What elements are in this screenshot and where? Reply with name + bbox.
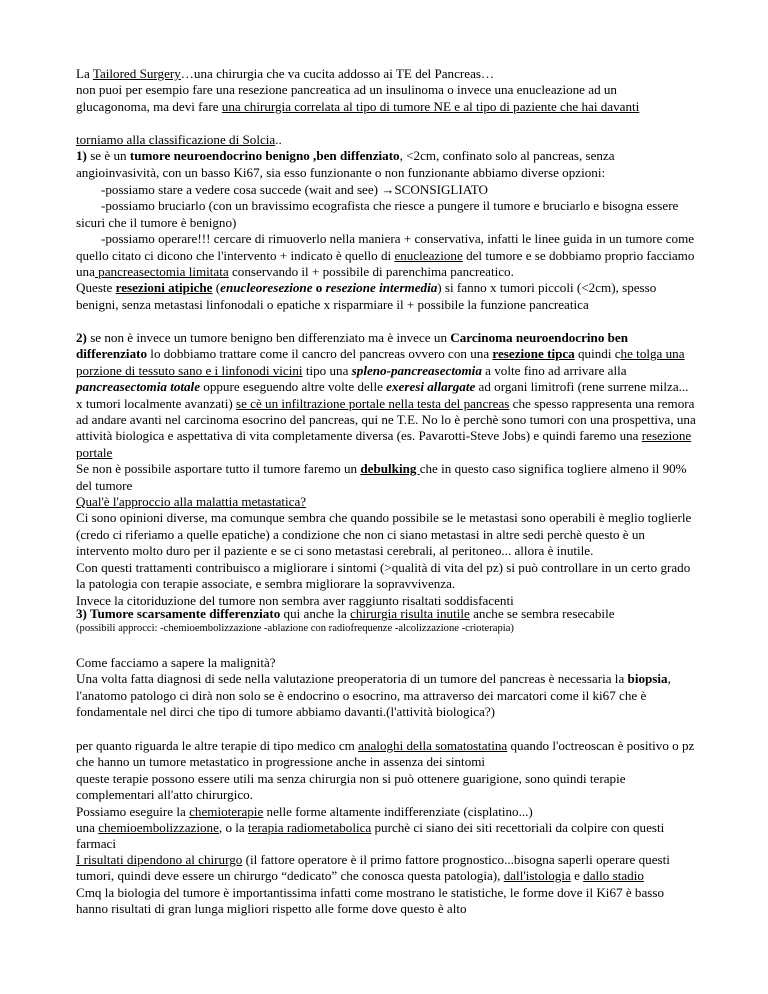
text: e (570, 868, 584, 884)
text: ad organi limitrofi (rene surrene milza... x tumori localmente avanzati) (76, 379, 689, 411)
bold-italic-term: spleno-pancreasectomia (351, 362, 482, 378)
text-block: Cmq la biologia del tumore è importantissima infatti come mostrano le statistiche, le forme dove il Ki67 è basso hanno risultati di gran lunga migliori rispetto alle forme dove questo è alto (76, 884, 664, 917)
text: , o la (218, 820, 248, 836)
small-note: (possibili approcci: -chemioembolizzazione -ablazione con radiofrequenze -alcolizzazione -crioterapia) (76, 623, 514, 635)
text: conservando il + possibile di parenchima pancreatico. (228, 264, 514, 280)
question-line: Come facciamo a sapere la malignità? (76, 655, 276, 670)
section-6 (76, 852, 696, 918)
intro-paragraph (76, 66, 696, 115)
bold-italic-term: pancreasectomia totale (76, 379, 201, 395)
text: se è un (86, 148, 130, 164)
text: per quanto riguarda le altre terapie di tipo medico cm (76, 738, 359, 753)
item-number: 1) (76, 148, 87, 164)
section-heading: torniamo alla classificazione di Solcia (76, 132, 276, 147)
text: a volte fino ad arrivare alla (481, 362, 627, 378)
question-heading: Qual'è l'approccio alla malattia metastatica? (76, 494, 307, 510)
text-line: non puoi per esempio fare una resezione pancreatica ad un insulinoma o invece una enucleazione ad un (76, 82, 617, 98)
text: qui anche la (280, 606, 351, 621)
text: anche se sembra resecabile (469, 606, 615, 621)
text: La (76, 66, 93, 81)
underlined-term: se cè un infiltrazione portale nella testa del pancreas (235, 395, 510, 411)
text: (il fattore operatore è il primo fattore prognostico...bisogna saperli operare questi tumori, quindi deve essere un chirurgo “dedicato” che conosca questa patologia), (76, 852, 670, 884)
text: Una volta fatta diagnosi di sede nella valutazione preoperatoria di un tumore del pancreas è necessaria la (76, 671, 628, 687)
underlined-term: I risultati dipendono al chirurgo (76, 852, 243, 867)
bold-term: biopsia (627, 671, 668, 687)
underlined-term: pancreasectomia limitata (94, 264, 229, 280)
text: se non è invece un tumore benigno ben differenziato ma è invece un (86, 330, 451, 345)
text: purchè ci siano dei siti recettoriali da colpire con questi farmaci (76, 820, 665, 852)
underlined-term: chemioembolizzazione (98, 820, 219, 836)
section-1-options (76, 182, 696, 313)
underlined-term: Tailored Surgery (92, 66, 181, 81)
bold-term: resezioni atipiche (115, 280, 213, 296)
text: tipo una (302, 362, 352, 378)
text: lo dobbiamo trattare come il cancro del pancreas ovvero con una (147, 346, 493, 362)
bold-term: debulking (360, 461, 420, 477)
text-block: Ci sono opinioni diverse, ma comunque sembra che quando possibile se le metastasi sono operabili è meglio toglierle (credo ci riferiamo a quelle epatiche) a condizione che non ci siano metastasi in altre sedi perchè questo è un intervento molto duro per il paziente e se ci sono metastasi cerebrali, al peritoneo... allora è inutile. (76, 510, 692, 559)
underlined-term: una chirurgia correlata al tipo di tumore NE e al tipo di paziente che hai davanti (221, 98, 640, 114)
text: ) si fanno x tumori piccoli (<2cm), spesso benigni, senza metastasi linfonodali o epatiche x risparmiare il + possibile la funzione pancreatica (76, 280, 657, 312)
text: ( (212, 280, 221, 296)
bold-term: Carcinoma neuroendocrino ben differenziato (76, 330, 629, 362)
section-4 (76, 655, 696, 721)
text: o (312, 280, 326, 296)
underlined-term: enucleazione (394, 247, 463, 263)
section-1 (76, 132, 696, 181)
text: -possiamo operare!!! cercare di rimuoverlo nella maniera + conservativa, infatti le linee guida in un tumore come quello citato ci dicono che l'intervento + indicato è quello di (76, 231, 695, 263)
underlined-term: terapia radiometabolica (247, 820, 372, 836)
text: che spesso rappresenta una remora ad andare avanti nel carcinoma esocrino del pancreas, qui ne T.E. No lo è perchè sono tumori con una prospettiva, una attività biologica e aspettativa di vita completamente diversa (es. Pavarotti-Steve Jobs) e quindi faremo una (76, 395, 696, 444)
text: oppure eseguendo altre volte delle (200, 379, 387, 395)
text-block: Con questi trattamenti contribuisco a migliorare i sintomi (>qualità di vita del pz) si può controllare in un certo grado la patologia con terapie associate, e sembra migliorare la sopravvivenza. (76, 559, 691, 592)
bold-term: 3) Tumore scarsamente differenziato (76, 606, 281, 621)
underlined-term: dallo stadio (583, 868, 644, 884)
underlined-term: chemioterapie (189, 803, 264, 819)
section-5 (76, 738, 696, 853)
atypical-resections-text (76, 280, 696, 313)
section-3 (76, 606, 696, 636)
text: nelle forme altamente indifferenziate (cisplatino...) (263, 803, 533, 819)
text: , l'anatomo patologo ci dirà non solo se è endocrino o esocrino, ma attraverso dei marcatori come il ki67 che è fondamentale nel dirci che tipo di tumore abbiamo davanti.(l'attività biologica?) (76, 671, 671, 720)
text-line: Invece la citoriduzione del tumore non sembra aver raggiunto risaltati soddisfacenti (76, 592, 514, 608)
bold-italic-term: enucleoresezione (220, 280, 313, 296)
text: del tumore e se dobbiamo proprio facciamo una (76, 247, 695, 280)
item-number: 2) (76, 330, 87, 345)
text: , <2cm, confinato solo al pancreas, senza angioinvasività, con un basso Ki67, sia esso funzionante o non funzionante abbiamo diverse opzioni: (76, 148, 615, 180)
bold-term: tumore neuroendocrino benigno ,ben diffenziato (129, 148, 400, 164)
bold-italic-term: resezione intermedia (325, 280, 438, 296)
text: glucagonoma, ma devi fare (76, 98, 222, 114)
text: .. (275, 132, 282, 147)
bold-italic-term: exeresi allargate (386, 379, 476, 395)
option-item (76, 231, 696, 280)
text: Queste (76, 280, 116, 296)
underlined-term: resezione portale (76, 428, 692, 460)
bold-term: resezione tipca (492, 346, 575, 362)
text: -possiamo bruciarlo (con un bravissimo ecografista che riesce a pungere il tumore e bruciarlo e bisogna essere sicuri che il tumore è benigno) (76, 198, 679, 230)
text: quando l'octreoscan è positivo o pz che hanno un tumore metastatico in progressione anche in assenza dei sintomi (76, 738, 695, 770)
text: …una chirurgia che va cucita addosso ai TE del Pancreas… (180, 66, 495, 81)
text: Possiamo eseguire la (76, 803, 190, 819)
section-2 (76, 330, 696, 609)
text-block: queste terapie possono essere utili ma senza chirurgia non si può ottenere guarigione, sono quindi terapie complementari all'atto chirurgico. (76, 770, 626, 803)
option-item: -possiamo stare a vedere cosa succede (wait and see) →SCONSIGLIATO (101, 182, 488, 197)
text: una (76, 820, 99, 836)
text: Se non è possibile asportare tutto il tumore faremo un (76, 461, 361, 477)
underlined-term: chirurgia risulta inutile (350, 606, 470, 621)
option-item (76, 198, 696, 231)
underlined-term: analoghi della somatostatina (358, 738, 508, 753)
underlined-term: he tolga una porzione di tessuto sano e i linfonodi vicini (76, 346, 685, 378)
text: quindi c (574, 346, 621, 362)
underlined-term: dall'istologia (503, 868, 571, 884)
text: che in questo caso significa togliere almeno il 90% del tumore (76, 461, 687, 493)
